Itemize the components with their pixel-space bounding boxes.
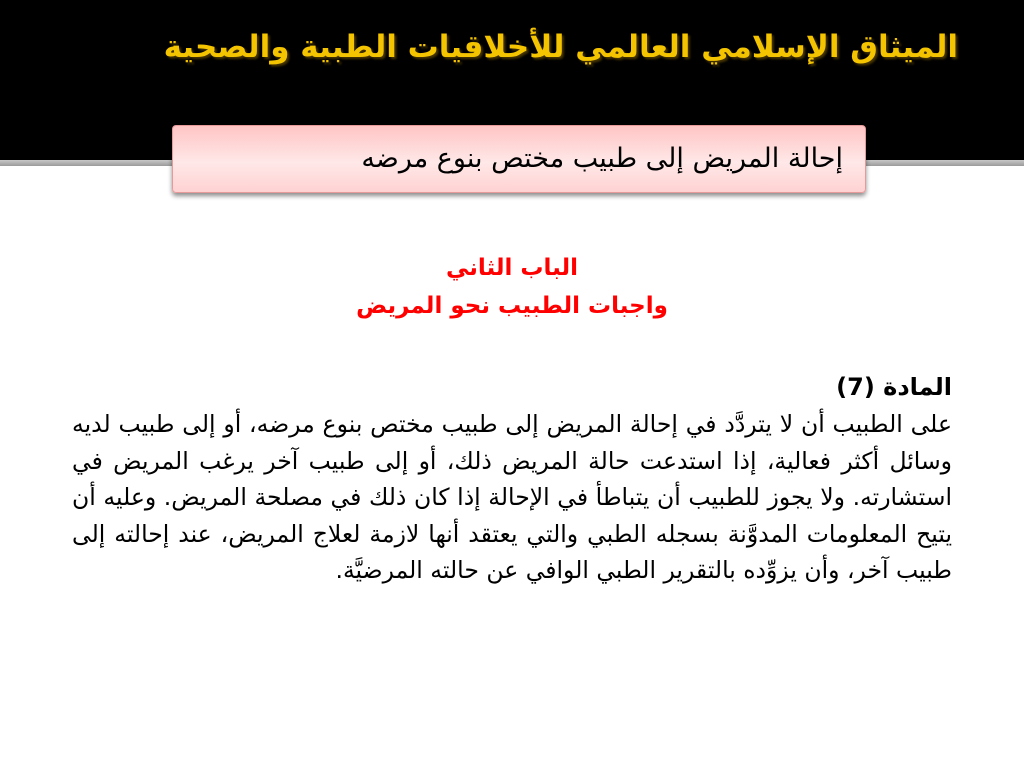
subtitle-text: إحالة المريض إلى طبيب مختص بنوع مرضه	[361, 143, 843, 174]
article-body: على الطبيب أن لا يتردَّد في إحالة المريض إلى طبيب مختص بنوع مرضه، أو إلى طبيب لديه وسائل أكثر فعالية، إذا استدعت حالة المريض ذلك، أو إلى طبيب آخر يرغب المريض في استشارته. ولا يجوز للطبيب أن يتباطأ في الإحالة إذا كان ذلك في مصلحة المريض. وعليه أن يتيح المعلومات المدوَّنة بسجله الطبي والتي يعتقد أنها لازمة لعلاج المريض، عند إحالته إلى طبيب آخر، وأن يزوِّده بالتقرير الطبي الوافي عن حالته المرضيَّة.	[72, 410, 952, 584]
slide-title: الميثاق الإسلامي العالمي للأخلاقيات الطبية والصحية	[163, 29, 958, 65]
article-number: المادة (7)	[836, 373, 952, 401]
subtitle-box	[172, 125, 866, 193]
chapter-title: واجبات الطبيب نحو المريض	[356, 293, 668, 319]
article-block	[72, 368, 952, 589]
chapter-heading: الباب الثاني	[445, 255, 579, 281]
